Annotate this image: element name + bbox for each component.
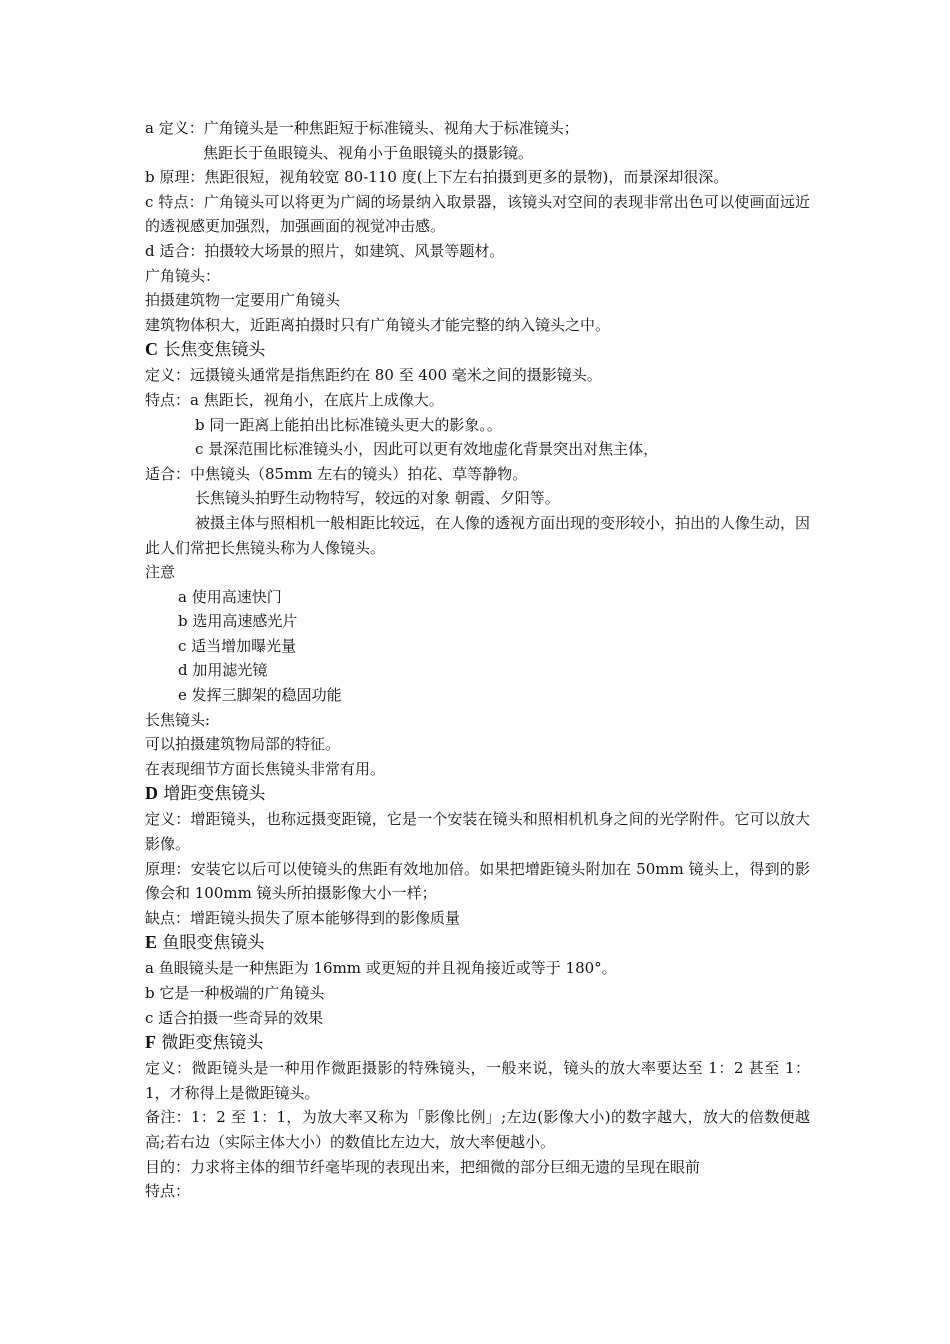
telephoto-note-title: 长焦镜头:: [145, 710, 211, 729]
wide-angle-suitable: d 适合：拍摄较大场景的照片，如建筑、风景等题材。: [145, 241, 505, 260]
fisheye-item-a: a 鱼眼镜头是一种焦距为 16mm 或更短的并且视角接近或等于 180°。: [145, 959, 617, 978]
section-heading-fisheye: [145, 930, 810, 956]
teleconverter-definition: 定义：增距镜头，也称远摄变距镜，它是一个安装在镜头和照相机机身之间的光学附件。它可以放大影像。: [145, 810, 810, 854]
caution-item: c 适当增加曝光量: [178, 636, 297, 655]
section-heading-telephoto: [145, 337, 810, 363]
telephoto-feature-a: 特点：a 焦距长，视角小，在底片上成像大。: [145, 390, 444, 409]
macro-definition: 定义：微距镜头是一种用作微距摄影的特殊镜头，一般来说，镜头的放大率要达至 1：2 甚至 1：1，才称得上是微距镜头。: [145, 1059, 810, 1102]
teleconverter-flaw: 缺点：增距镜头损失了原本能够得到的影像质量: [145, 908, 461, 927]
section-title: 鱼眼变焦镜头: [162, 933, 265, 954]
macro-remark: 备注：1：2 至 1：1，为放大率又称为「影像比例」;左边(影像大小)的数字越大，放大的倍数便越高;若右边（实际主体大小）的数值比左边大，放大率便越小。: [145, 1108, 810, 1151]
section-letter: F: [145, 1032, 156, 1053]
telephoto-definition: 定义：远摄镜头通常是指焦距约在 80 至 400 毫米之间的摄影镜头。: [145, 366, 602, 385]
section-heading-macro: [145, 1030, 810, 1056]
wide-angle-definition-cont: 焦距长于鱼眼镜头、视角小于鱼眼镜头的摄影镜。: [203, 143, 534, 162]
caution-item: b 选用高速感光片: [178, 612, 298, 631]
section-letter: D: [145, 783, 158, 804]
caution-item: d 加用滤光镜: [178, 661, 268, 680]
section-letter: E: [145, 932, 158, 953]
wide-angle-definition: a 定义：广角镜头是一种焦距短于标准镜头、视角大于标准镜头；: [145, 119, 579, 137]
fisheye-item-b: b 它是一种极端的广角镜头: [145, 984, 325, 1002]
teleconverter-principle: 原理：安装它以后可以使镜头的焦距有效地加倍。如果把增距镜头附加在 50mm 镜头上，得到的影像会和 100mm 镜头所拍摄影像大小一样；: [145, 859, 810, 903]
section-title: 增距变焦镜头: [163, 784, 266, 805]
section-title: 长焦变焦镜头: [163, 340, 266, 361]
caution-item: e 发挥三脚架的稳固功能: [178, 686, 342, 705]
wide-angle-note-2: 建筑物体积大，近距离拍摄时只有广角镜头才能完整的纳入镜头之中。: [145, 315, 611, 334]
telephoto-note-2: 在表现细节方面长焦镜头非常有用。: [145, 759, 386, 778]
wide-angle-principle: b 原理：焦距很短，视角较宽 80-110 度(上下左右拍摄到更多的景物)，而景深却很深。: [145, 168, 729, 187]
section-heading-teleconverter: [145, 781, 810, 807]
fisheye-item-c: c 适合拍摄一些奇异的效果: [145, 1008, 324, 1027]
macro-goal: 目的：力求将主体的细节纤毫毕现的表现出来，把细微的部分巨细无遗的呈现在眼前: [145, 1157, 701, 1176]
wide-angle-note-title: 广角镜头：: [145, 266, 221, 285]
macro-features-title: 特点：: [145, 1182, 191, 1201]
document-page: [145, 116, 810, 1204]
telephoto-suitable-2: 长焦镜头拍野生动物特写，较远的对象 朝霞、夕阳等。: [195, 489, 560, 508]
wide-angle-note-1: 拍摄建筑物一定要用广角镜头: [145, 291, 341, 310]
telephoto-feature-b: b 同一距离上能拍出比标准镜头更大的影象。。: [195, 415, 502, 434]
telephoto-caution-title: 注意: [145, 563, 176, 582]
telephoto-suitable-1: 适合：中焦镜头（85mm 左右的镜头）拍花、草等静物。: [145, 464, 528, 483]
telephoto-note-1: 可以拍摄建筑物局部的特征。: [145, 735, 341, 754]
wide-angle-features: c 特点：广角镜头可以将更为广阔的场景纳入取景器，该镜头对空间的表现非常出色可以使画面远近的透视感更加强烈，加强画面的视觉冲击感。: [145, 192, 810, 236]
telephoto-suitable-3: 被摄主体与照相机一般相距比较远，在人像的透视方面出现的变形较小，拍出的人像生动，因此人们常把长焦镜头称为人像镜头。: [145, 513, 811, 557]
caution-item: a 使用高速快门: [178, 587, 282, 606]
telephoto-feature-c: c 景深范围比标准镜头小，因此可以更有效地虚化背景突出对焦主体，: [195, 440, 659, 459]
section-letter: C: [145, 339, 158, 360]
section-title: 微距变焦镜头: [161, 1033, 264, 1054]
